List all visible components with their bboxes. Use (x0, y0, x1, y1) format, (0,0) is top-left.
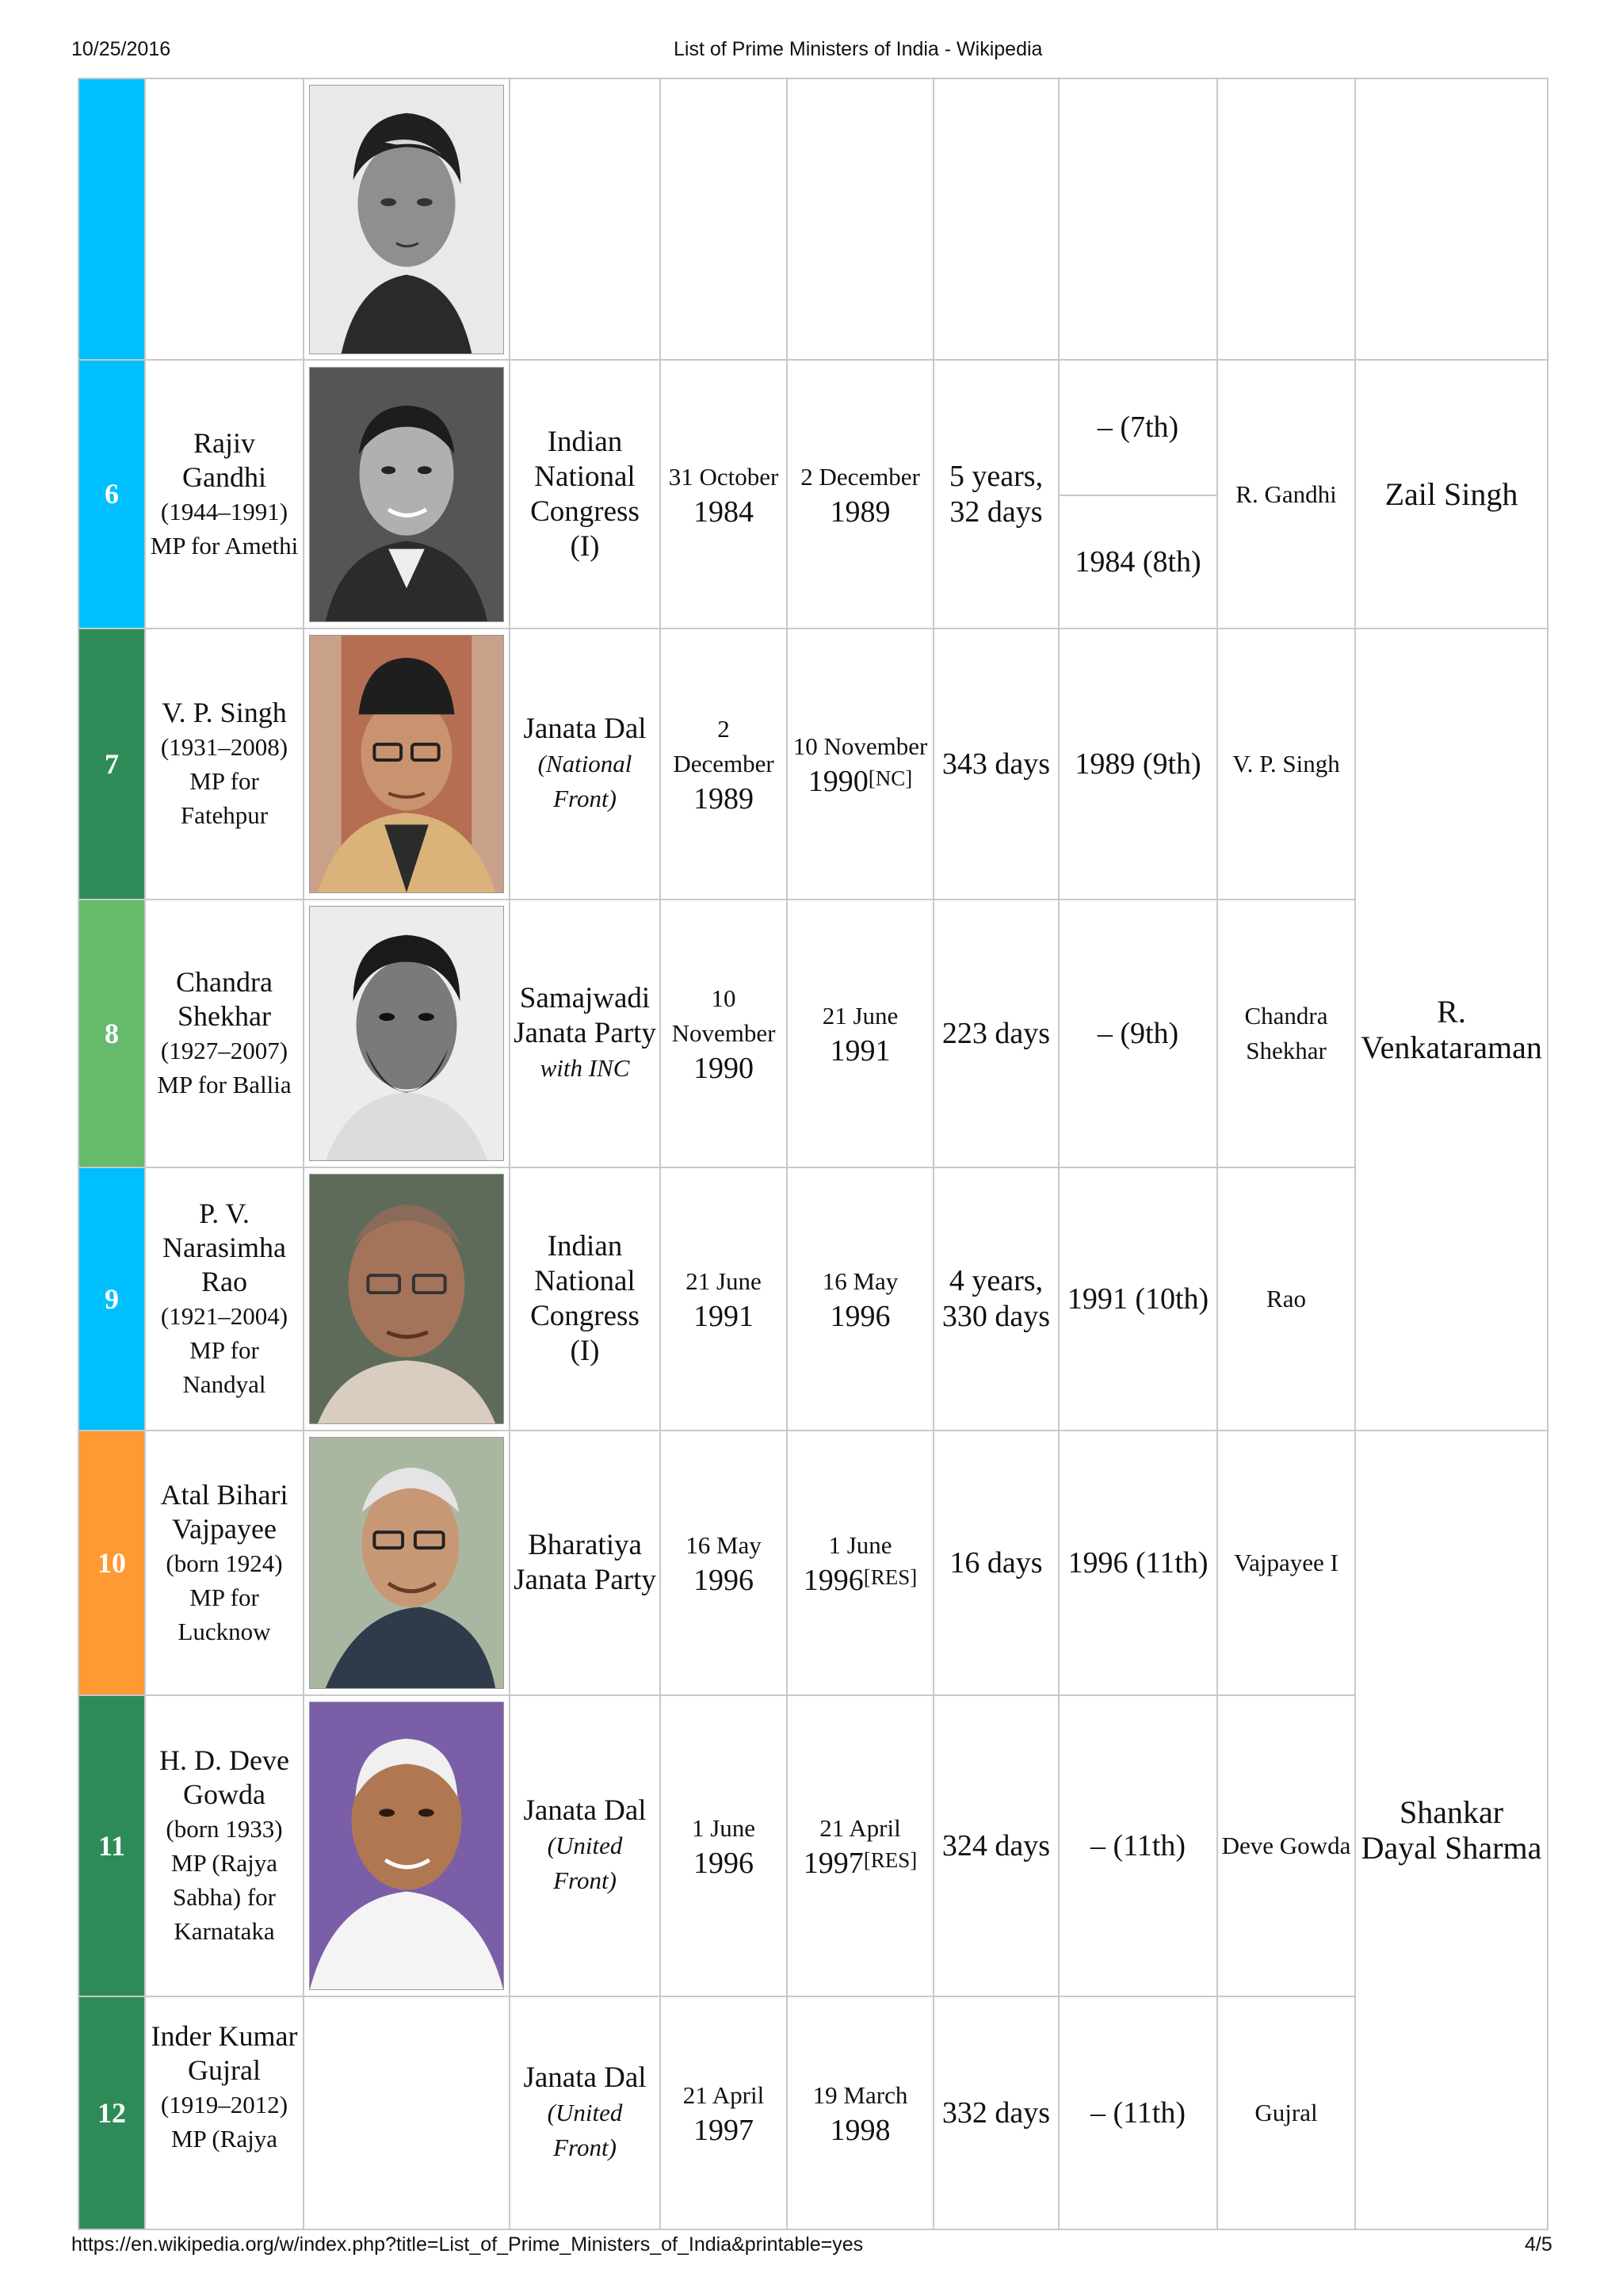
footnote-link[interactable]: [RES] (863, 1848, 918, 1872)
term-end-cell (787, 1167, 934, 1431)
term-start-cell (660, 360, 787, 628)
tenure-cell: 5 years, 32 days (934, 360, 1059, 628)
term-end-year: 1996 (803, 1564, 864, 1597)
pm-name: Atal Bihari Vajpayee (160, 1478, 288, 1545)
term-start-day-month: 21 April (682, 2081, 765, 2109)
table-row (78, 628, 1548, 900)
pm-number: 10 (78, 1431, 145, 1695)
pm-number: 9 (78, 1167, 145, 1431)
name-cell (145, 78, 304, 360)
tenure-cell: 4 years, 330 days (934, 1167, 1059, 1431)
party-cell (510, 360, 660, 628)
pm-name-cell (145, 360, 304, 628)
portrait-indira-gandhi (309, 85, 504, 354)
party-color-cell (78, 78, 145, 360)
table-row (78, 360, 1548, 495)
pm-constituency: MP for Lucknow (178, 1583, 271, 1645)
term-end-cell (787, 900, 934, 1167)
term-end-cell (787, 1996, 934, 2229)
term-start-cell (660, 900, 787, 1167)
election-cell: 1989 (9th) (1059, 628, 1217, 900)
term-start-year: 1991 (693, 1300, 754, 1333)
pm-name-cell (145, 1167, 304, 1431)
term-end-cell (787, 360, 934, 628)
pm-name-cell (145, 900, 304, 1167)
pm-constituency: MP for Fatehpur (180, 767, 269, 829)
pm-constituency: MP for Ballia (157, 1071, 292, 1098)
portrait-atal-bihari-vajpayee (309, 1437, 504, 1689)
term-end-year: 1991 (830, 1034, 891, 1068)
start-cell (660, 78, 787, 360)
term-end-year: 1996 (830, 1300, 891, 1333)
term-end-day-month: 21 June (822, 1002, 899, 1030)
print-date: 10/25/2016 (71, 38, 171, 60)
term-start-year: 1996 (693, 1847, 754, 1880)
president-link[interactable]: Zail Singh (1355, 360, 1548, 628)
pm-number: 7 (78, 628, 145, 900)
term-start-year: 1996 (693, 1564, 754, 1597)
pm-name: Inder Kumar Gujral (151, 2020, 298, 2086)
tenure-cell: 16 days (934, 1431, 1059, 1695)
term-end-day-month: 10 November (792, 732, 928, 760)
president-link[interactable]: R. Venkataraman (1355, 628, 1548, 1431)
pm-lifespan: (born 1924) (166, 1549, 283, 1577)
tenure-cell: 332 days (934, 1996, 1059, 2229)
table-row (78, 1431, 1548, 1695)
print-page-title: List of Prime Ministers of India - Wikipedia (674, 38, 1043, 60)
pm-number: 8 (78, 900, 145, 1167)
term-end-cell (787, 628, 934, 900)
pm-name: V. P. Singh (162, 697, 287, 728)
election-cell: 1996 (11th) (1059, 1431, 1217, 1695)
pm-number: 6 (78, 360, 145, 628)
print-url: https://en.wikipedia.org/w/index.php?title=List_of_Prime_Ministers_of_India&printable=yes (71, 2233, 864, 2256)
pm-number: 12 (78, 1996, 145, 2229)
term-start-cell (660, 1431, 787, 1695)
portrait-cell (304, 1431, 510, 1695)
council-of-ministers-link[interactable]: Gujral (1217, 1996, 1355, 2229)
pm-lifespan: (1919–2012) (160, 2091, 288, 2118)
pm-name: Rajiv Gandhi (182, 426, 266, 493)
election-cell: 1984 (8th) (1059, 495, 1217, 628)
table-row (78, 1695, 1548, 1996)
party-cell: Janata Dal (National Front) (510, 628, 660, 900)
term-end-year: 1989 (830, 495, 891, 529)
council-of-ministers-link[interactable]: Rao (1217, 1167, 1355, 1431)
pm-name-cell (145, 1695, 304, 1996)
president-cell (1355, 78, 1548, 360)
term-end-cell (787, 1695, 934, 1996)
table-row (78, 1996, 1548, 2229)
table-row (78, 1167, 1548, 1431)
term-end-day-month: 21 April (819, 1814, 901, 1842)
pm-name: Chandra Shekhar (176, 966, 273, 1032)
term-start-year: 1997 (693, 2114, 754, 2147)
party-name: Janata Dal (523, 1794, 647, 1827)
council-of-ministers-link[interactable]: Vajpayee I (1217, 1431, 1355, 1695)
footnote-link[interactable]: [NC] (868, 766, 913, 790)
term-end-day-month: 19 March (812, 2081, 908, 2109)
party-cell (510, 1167, 660, 1431)
portrait-cell (304, 360, 510, 628)
footnote-link[interactable]: [RES] (863, 1565, 918, 1589)
term-start-cell (660, 1167, 787, 1431)
pm-name-cell (145, 628, 304, 900)
council-of-ministers-link[interactable]: V. P. Singh (1217, 628, 1355, 900)
pm-name-cell (145, 1996, 304, 2229)
council-of-ministers-link[interactable]: Chandra Shekhar (1217, 900, 1355, 1167)
coalition-name: National Front (545, 750, 632, 812)
party-name: Indian National Congress (I) (530, 1230, 640, 1367)
tenure-cell (934, 78, 1059, 360)
party-cell (510, 78, 660, 360)
pm-lifespan: (1944–1991) (160, 497, 288, 525)
pm-constituency: MP (Rajya Sabha) for Karnataka (170, 1849, 278, 1945)
coalition-note: with INC (540, 1054, 630, 1082)
term-end-year: 1990 (808, 765, 869, 798)
term-start-day-month: 10 November (671, 984, 776, 1047)
party-cell (510, 1431, 660, 1695)
council-of-ministers-link[interactable]: R. Gandhi (1217, 360, 1355, 628)
portrait-hd-deve-gowda (309, 1702, 504, 1990)
portrait-chandra-shekhar (309, 906, 504, 1161)
term-end-day-month: 1 June (828, 1531, 892, 1559)
term-start-day-month: 21 June (685, 1267, 762, 1295)
table-row-continuation (78, 78, 1548, 360)
pm-constituency: MP for Amethi (150, 531, 299, 560)
term-start-day-month: 1 June (691, 1814, 756, 1842)
cabinet-cell (1217, 78, 1355, 360)
term-start-day-month: 31 October (668, 462, 779, 491)
party-name: Janata Dal (523, 2061, 647, 2094)
term-end-year: 1997 (803, 1847, 864, 1880)
party-name: Indian National Congress (I) (530, 425, 640, 563)
portrait-cell (304, 78, 510, 360)
president-link[interactable]: Shankar Dayal Sharma (1355, 1431, 1548, 2229)
pm-lifespan: (born 1933) (166, 1815, 283, 1843)
term-end-day-month: 16 May (822, 1267, 899, 1295)
election-cell: – (9th) (1059, 900, 1217, 1167)
pm-name: H. D. Deve Gowda (159, 1744, 289, 1810)
pm-number: 11 (78, 1695, 145, 1996)
party-name: Bharatiya Janata Party (514, 1529, 656, 1596)
pm-lifespan: (1927–2007) (160, 1037, 288, 1064)
tenure-cell: 324 days (934, 1695, 1059, 1996)
party-name: Janata Dal (523, 712, 647, 745)
page-number: 4/5 (1525, 2233, 1552, 2256)
term-start-year: 1989 (693, 782, 754, 816)
council-of-ministers-link[interactable]: Deve Gowda (1217, 1695, 1355, 1996)
pm-lifespan: (1931–2008) (160, 733, 288, 761)
election-cell: – (11th) (1059, 1996, 1217, 2229)
term-end-cell (787, 1431, 934, 1695)
election-cell: – (11th) (1059, 1695, 1217, 1996)
term-end-year: 1998 (830, 2114, 891, 2147)
election-cell (1059, 78, 1217, 360)
end-cell (787, 78, 934, 360)
portrait-cell-empty (304, 1996, 510, 2229)
portrait-vp-singh (309, 635, 504, 893)
portrait-cell (304, 628, 510, 900)
term-start-cell (660, 628, 787, 900)
pm-name: P. V. Narasimha Rao (162, 1198, 286, 1297)
term-start-cell (660, 1695, 787, 1996)
pm-constituency: MP (Rajya (170, 2125, 278, 2153)
term-start-cell (660, 1996, 787, 2229)
portrait-cell (304, 1167, 510, 1431)
election-cell: – (7th) (1059, 360, 1217, 495)
party-name: Samajwadi Janata Party (514, 982, 656, 1049)
coalition-name: United Front (553, 1832, 623, 1894)
portrait-cell (304, 900, 510, 1167)
term-start-day: 2 (717, 715, 730, 743)
tenure-cell: 343 days (934, 628, 1059, 900)
pm-lifespan: (1921–2004) (160, 1302, 288, 1330)
election-cell: 1991 (10th) (1059, 1167, 1217, 1431)
portrait-pv-narasimha-rao (309, 1174, 504, 1424)
pm-constituency: MP for Nandyal (182, 1336, 266, 1398)
party-cell (510, 900, 660, 1167)
prime-ministers-table (78, 78, 1549, 2230)
term-start-year: 1984 (693, 495, 754, 529)
coalition-name: United Front (553, 2099, 623, 2161)
term-start-day-month: 16 May (685, 1531, 762, 1559)
term-start-year: 1990 (693, 1052, 754, 1085)
term-end-day-month: 2 December (800, 462, 920, 491)
party-cell: Janata Dal (United Front) (510, 1996, 660, 2229)
party-cell: Janata Dal (United Front) (510, 1695, 660, 1996)
portrait-rajiv-gandhi (309, 367, 504, 622)
term-start-month: December (673, 750, 774, 777)
portrait-cell (304, 1695, 510, 1996)
pm-name-cell (145, 1431, 304, 1695)
tenure-cell: 223 days (934, 900, 1059, 1167)
table-row (78, 900, 1548, 1167)
